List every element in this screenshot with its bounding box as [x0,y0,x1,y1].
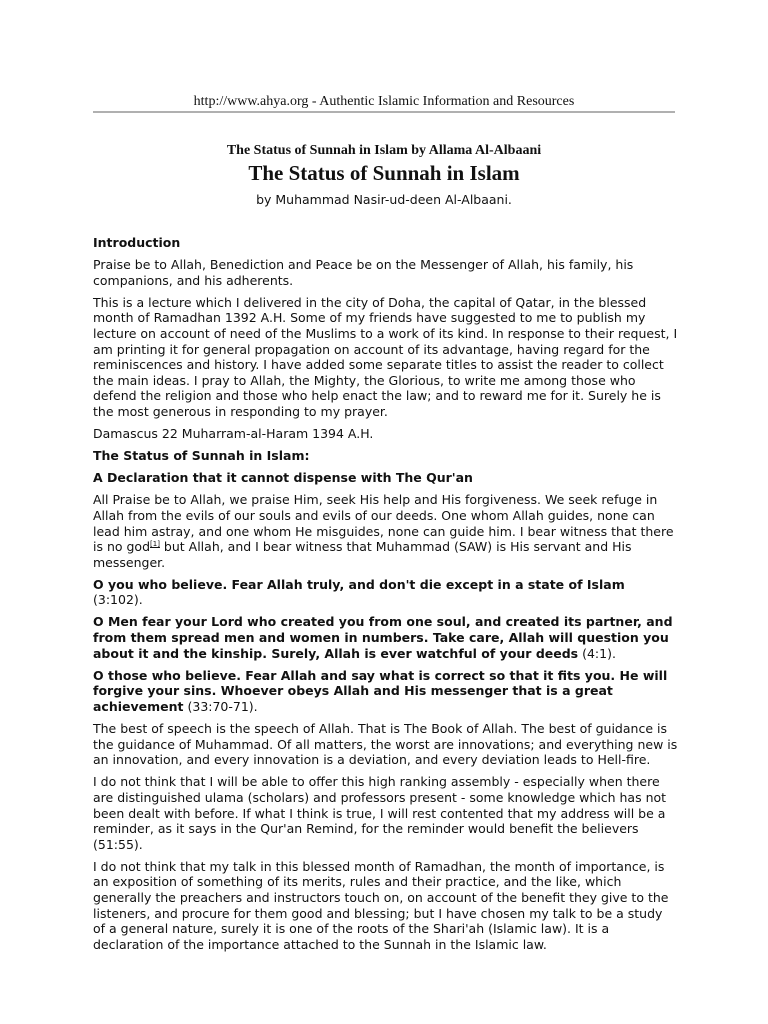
document-subtitle: The Status of Sunnah in Islam by Allama Al-Albaani [226,143,542,158]
verse-2-reference: (4:1). [578,645,616,661]
paragraph-intro-lecture: This is a lecture which I delivered in the city of Doha, the capital of Qatar, in the blessed month of Ramadhan 1392 A.H. Some of my friends have suggested to me to publish my lecture on account of need of the Muslims to a work of its kind. In response to their request, I am printing it for general propagation on account of its advantage, having regard for the reminiscences and history. I have added some separate titles to assist the reader to collect the main ideas. I pray to Allah, the Mighty, the Glorious, to write me among those who defend the religion and those who help enact the law; and to reward me for it. Surely he is the most generous in responding to my prayer. [93,294,678,419]
verse-1-reference: (3:102). [93,592,143,608]
footnote-link[interactable]: [1] [150,540,160,549]
verse-2-text: O Men fear your Lord who created you from one soul, and created its partner, and from them spread men and women in numbers. Take care, Allah will question you about it and the kinship. Surely, Allah is ever watchful of your deeds [93,614,673,661]
verse-quote-3 [93,668,678,715]
paragraph-intro-praise: Praise be to Allah, Benediction and Peace be on the Messenger of Allah, his family, his companions, and his adherents. [93,257,634,288]
date-line: Damascus 22 Muharram-al-Haram 1394 A.H. [93,426,374,442]
verse-quote-2 [93,614,678,661]
verse-3-reference: (33:70-71). [183,698,258,714]
paragraph-praise [93,492,678,570]
verse-quote-1 [93,577,678,608]
verse-1-text: O you who believe. Fear Allah truly, and don't die except in a state of Islam [93,576,625,592]
section-heading-introduction: Introduction [93,235,181,250]
paragraph-best-speech: The best of speech is the speech of Allah. That is The Book of Allah. The best of guidance is the guidance of Muhammad. Of all matters, the worst are innovations; and everything new is an innovation, and every innovation is a deviation, and every deviation leads to Hell-fire. [93,721,678,768]
author-byline: by Muhammad Nasir-ud-deen Al-Albaani. [256,192,512,207]
praise-text-end: but Allah, and I bear witness that Muhammad (SAW) is His servant and His messenger. [93,539,632,570]
section-heading-declaration: A Declaration that it cannot dispense with The Qur'an [93,470,473,486]
header-url-line: http://www.ahya.org - Authentic Islamic Information and Resources [193,94,575,109]
praise-text-start: All Praise be to Allah, we praise Him, seek His help and His forgiveness. We seek refuge in Allah from the evils of our souls and evils of our deeds. One whom Allah guides, none can lead him astray, and one whom He misguides, none can guide him. I bear witness that there is no god [93,492,674,555]
paragraph-ramadhan: I do not think that my talk in this blessed month of Ramadhan, the month of importance, is an exposition of something of its merits, rules and their practice, and the like, which generally the preachers and instructors touch on, on account of the benefit they give to the listeners, and procure for them good and blessing; but I have chosen my talk to be a study of a general nature, surely it is one of the roots of the Shari'ah (Islamic law). It is a declaration of the importance attached to the Sunnah in the Islamic law. [93,858,669,952]
verse-3-text: O those who believe. Fear Allah and say what is correct so that it fits you. He will forgive your sins. Whoever obeys Allah and His messenger that is a great achievement [93,667,668,714]
document-title: The Status of Sunnah in Islam [248,161,520,185]
document-body [93,235,678,959]
header-divider [93,111,675,113]
paragraph-assembly: I do not think that I will be able to offer this high ranking assembly - especially when there are distinguished ulama (scholars) and professors present - some knowledge which has not been dealt with before. If what I think is true, I will rest contented that my address will be a reminder, as it says in the Qur'an Remind, for the reminder would benefit the believers (51:55). [93,774,667,852]
section-heading-status: The Status of Sunnah in Islam: [93,448,310,464]
